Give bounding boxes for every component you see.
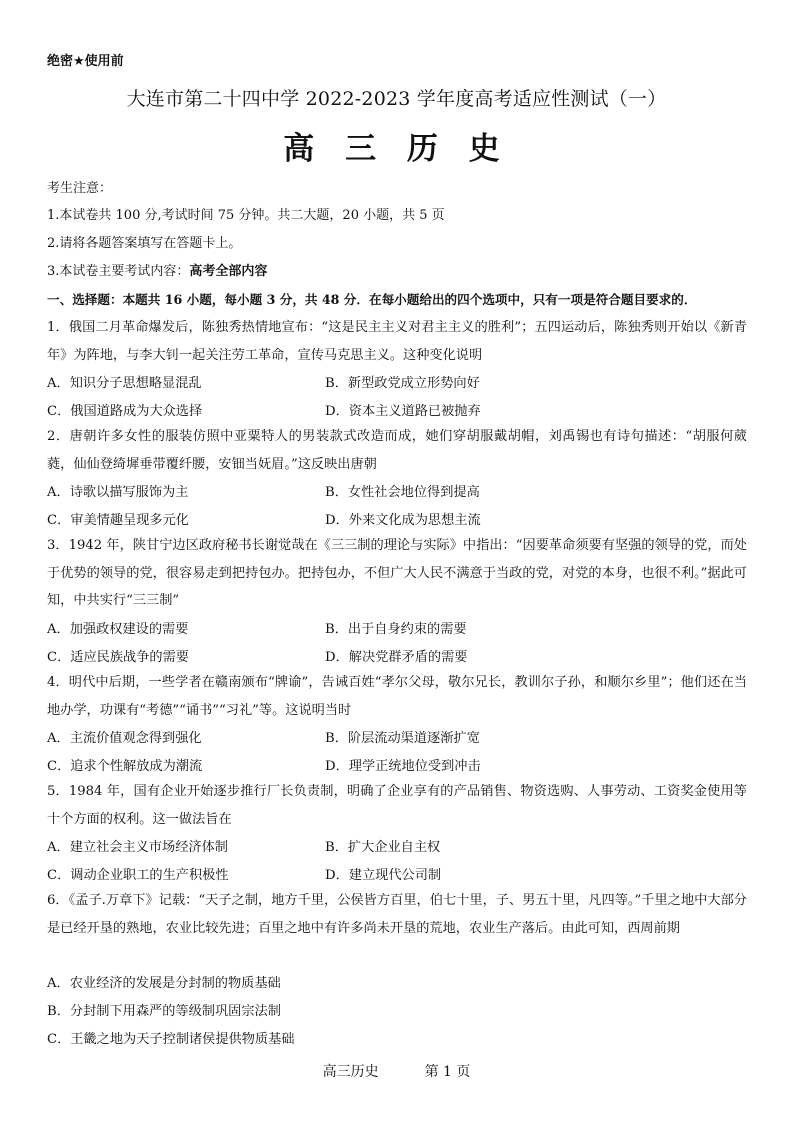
- question-3-stem: 3．1942 年，陕甘宁边区政府秘书长谢觉哉在《三三制的理论与实际》中指出：“因要革命须要有坚强的领导的党，而处于优势的领导的党，很容易走到把持包办。把持包办，不但广大人民不满意于当政的党，对党的本身，也很不利。”据此可知，中共实行“三三制”: [47, 538, 747, 608]
- question-1-option-c: C．俄国道路成为大众选择: [47, 404, 203, 419]
- question-1-option-b: B．新型政党成立形势向好: [325, 376, 480, 391]
- secret-label: 绝密★使用前: [47, 54, 124, 69]
- notice-item-2: 2.请将各题答案填写在答题卡上。: [47, 236, 242, 251]
- question-3-option-c: C．适应民族战争的需要: [47, 650, 189, 665]
- question-4-option-b: B．阶层流动渠道逐渐扩宽: [325, 731, 480, 746]
- notice-heading: 考生注意：: [47, 181, 113, 196]
- question-5-option-c: C．调动企业职工的生产积极性: [47, 868, 229, 883]
- question-2-option-a: A．诗歌以描写服饰为主: [47, 485, 189, 500]
- subject-title: 高 三 历 史: [283, 131, 510, 167]
- question-3-option-a: A．加强政权建设的需要: [47, 622, 189, 637]
- section-heading: 一、选择题：本题共 16 小题，每小题 3 分，共 48 分．在每小题给出的四个选项中，只有一项是符合题目要求的．: [47, 292, 697, 307]
- question-2-option-d: D．外来文化成为思想主流: [325, 513, 481, 528]
- question-2-option-c: C．审美情趣呈现多元化: [47, 513, 189, 528]
- question-5-option-a: A．建立社会主义市场经济体制: [47, 840, 228, 855]
- question-1-option-a: A．知识分子思想略显混乱: [47, 376, 202, 391]
- question-1-option-d: D．资本主义道路已被抛弃: [325, 404, 481, 419]
- question-4-option-d: D．理学正统地位受到冲击: [325, 759, 481, 774]
- question-2-option-b: B．女性社会地位得到提高: [325, 485, 480, 500]
- notice-item-3: [47, 263, 267, 281]
- question-6-stem: 6．《孟子.万章下》记载：“天子之制，地方千里，公侯皆方百里，伯七十里，子、男五十里，凡四等。”千里之地中大部分是已经开垦的熟地，农业比较先进；百里之地中有许多尚未开垦的荒地，农业生产落后。由此可知，西周前期: [47, 893, 747, 936]
- question-6-option-a: A．农业经济的发展是分封制的物质基础: [47, 976, 281, 991]
- question-6-option-c: C．王畿之地为天子控制诸侯提供物质基础: [47, 1032, 295, 1047]
- notice-item-3-content: 高考全部内容: [189, 264, 268, 279]
- question-2-stem: 2．唐朝许多女性的服装仿照中亚粟特人的男装款式改造而成，她们穿胡服戴胡帽，刘禹锡也有诗句描述：“胡服何葳蕤，仙仙登绮墀垂带覆纤腰，安钿当妩眉。”这反映出唐朝: [47, 429, 747, 472]
- notice-item-1: 1.本试卷共 100 分,考试时间 75 分钟。共二大题，20 小题，共 5 页: [47, 208, 445, 223]
- footer-page-number: 第 1 页: [424, 1064, 471, 1080]
- question-4-option-a: A．主流价值观念得到强化: [47, 731, 202, 746]
- question-6-option-b: B．分封制下用森严的等级制巩固宗法制: [47, 1004, 281, 1019]
- question-5-option-b: B．扩大企业自主权: [325, 840, 441, 855]
- question-4-stem: 4．明代中后期，一些学者在赣南颁布“牌谕”，告诫百姓“孝尔父母，敬尔兄长，教训尔子孙，和顺尔乡里”；他们还在当地办学，功课有“考德”“诵书”“习礼”等。这说明当时: [47, 675, 747, 718]
- notice-item-3-prefix: 3.本试卷主要考试内容：: [47, 264, 190, 279]
- exam-title: 大连市第二十四中学 2022-2023 学年度高考适应性测试（一）: [126, 88, 667, 110]
- question-3-option-d: D．解决党群矛盾的需要: [325, 650, 468, 665]
- question-4-option-c: C．追求个性解放成为潮流: [47, 759, 203, 774]
- page-footer: [0, 1061, 793, 1081]
- question-5-option-d: D．建立现代公司制: [325, 868, 442, 883]
- footer-subject: 高三历史: [322, 1064, 379, 1080]
- question-3-option-b: B．出于自身约束的需要: [325, 622, 467, 637]
- question-5-stem: 5．1984 年，国有企业开始逐步推行厂长负责制，明确了企业享有的产品销售、物资选购、人事劳动、工资奖金使用等十个方面的权利。这一做法旨在: [47, 784, 747, 827]
- question-1-stem: 1．俄国二月革命爆发后，陈独秀热情地宣布：“这是民主主义对君主主义的胜利”；五四运动后，陈独秀则开始以《新青年》为阵地，与李大钊一起关注劳工革命，宣传马克思主义。这种变化说明: [47, 320, 747, 363]
